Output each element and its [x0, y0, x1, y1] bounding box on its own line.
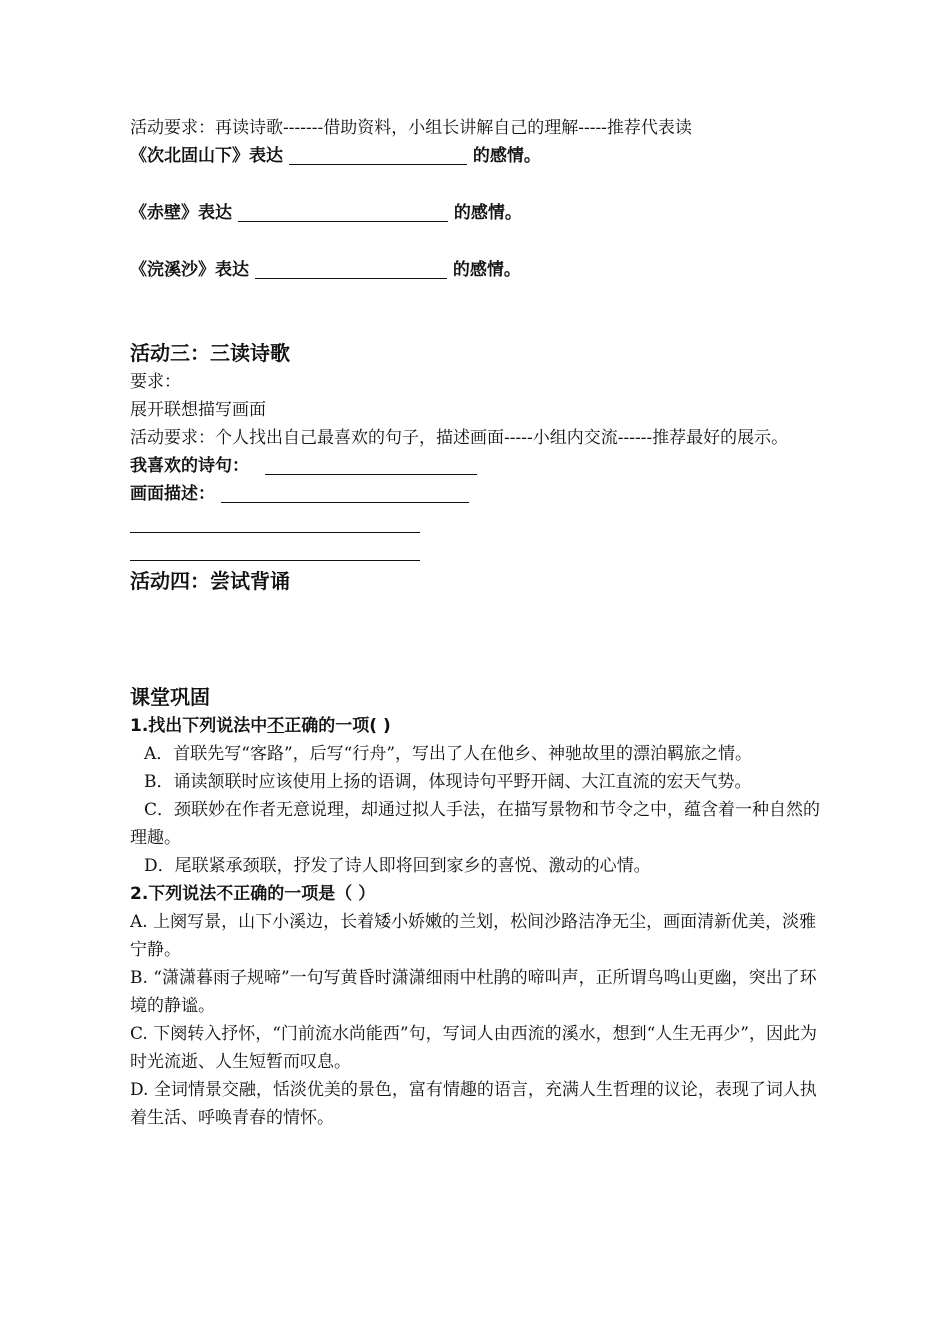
poem-2-emotion-line	[130, 199, 830, 227]
poem-1-label: 《次北固山下》表达	[130, 146, 283, 166]
poem-3-answer-blank[interactable]	[255, 258, 447, 279]
poem-1-answer-blank[interactable]	[289, 144, 467, 165]
poem-1-emotion-line	[130, 142, 830, 170]
activity-4-heading: 活动四：尝试背诵	[130, 569, 290, 593]
q2-option-b: B. “潇潇暮雨子规啼”一句写黄昏时潇潇细雨中杜鹃的啼叫声，正所谓鸟鸣山更幽，突出了环境的静谧。	[130, 968, 817, 1016]
scene-description-row	[130, 480, 830, 508]
activity-3-requirement: 活动要求：个人找出自己最喜欢的句子，描述画面-----小组内交流------推荐最好的展示。	[130, 428, 789, 448]
favorite-line-row	[130, 452, 830, 480]
q1-stem-post: 正确的一项( )	[284, 716, 391, 736]
q1-option-c: C．颈联妙在作者无意说理，却通过拟人手法，在描写景物和节令之中，蕴含着一种自然的理趣。	[130, 800, 821, 848]
q2-option-a: A. 上阕写景，山下小溪边，长着矮小娇嫩的兰划，松间沙路洁净无尘，画面清新优美，淡雅宁静。	[130, 912, 817, 960]
poem-2-label: 《赤壁》表达	[130, 203, 232, 223]
q1-option-b: B．诵读颔联时应该使用上扬的语调，体现诗句平野开阔、大江直流的宏天气势。	[144, 772, 752, 792]
poem-2-answer-blank[interactable]	[238, 201, 448, 222]
poem-3-emotion-line	[130, 256, 830, 284]
activity-2-requirement: 活动要求：再读诗歌-------借助资料，小组长讲解自己的理解-----推荐代表读	[130, 118, 692, 138]
q1-option-d: D．尾联紧承颈联，抒发了诗人即将回到家乡的喜悦、激动的心情。	[144, 856, 651, 876]
favorite-line-blank[interactable]	[265, 454, 477, 475]
question-1-stem	[130, 712, 830, 740]
q2-option-c: C. 下阕转入抒怀，“门前流水尚能西”句，写词人由西流的溪水，想到“人生无再少”，因此为时光流逝、人生短暂而叹息。	[130, 1024, 817, 1072]
activity-3-req-label: 要求：	[130, 372, 181, 392]
worksheet-page	[130, 114, 830, 1132]
scene-description-label: 画面描述：	[130, 484, 215, 504]
question-2-stem: 2.下列说法不正确的一项是（ ）	[130, 884, 376, 904]
q2-option-d: D. 全词情景交融，恬淡优美的景色，富有情趣的语言，充满人生哲理的议论，表现了词人执着生活、呼唤青春的情怀。	[130, 1080, 817, 1128]
q1-option-a: A．首联先写“客路”，后写“行舟”，写出了人在他乡、神驰故里的漂泊羁旅之情。	[144, 744, 753, 764]
scene-description-blank[interactable]	[221, 482, 469, 503]
activity-3-heading: 活动三：三读诗歌	[130, 341, 290, 365]
activity-3-req-text: 展开联想描写画面	[130, 400, 266, 420]
q1-stem-pre: 1.找出下列说法中	[130, 716, 268, 736]
poem-3-label: 《浣溪沙》表达	[130, 260, 249, 280]
favorite-line-label: 我喜欢的诗句：	[130, 456, 249, 476]
poem-1-suffix: 的感情。	[472, 146, 541, 166]
poem-3-suffix: 的感情。	[452, 260, 521, 280]
practice-heading: 课堂巩固	[130, 685, 210, 709]
q1-stem-underlined: 不	[267, 716, 285, 736]
poem-2-suffix: 的感情。	[453, 203, 522, 223]
